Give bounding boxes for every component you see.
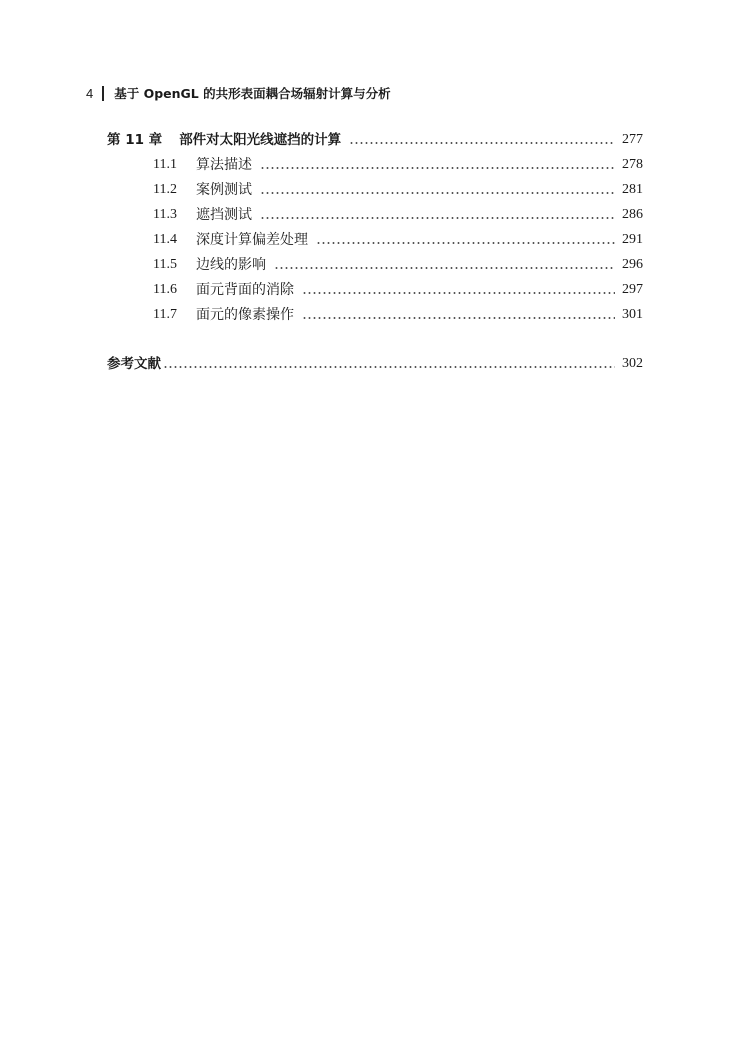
dot-leader <box>260 205 615 225</box>
dot-leader <box>274 255 615 275</box>
page-number: 4 <box>86 85 94 101</box>
section-page: 281 <box>622 182 643 197</box>
section-page: 301 <box>622 307 643 322</box>
chapter-title: 部件对太阳光线遮挡的计算 <box>179 132 342 148</box>
dot-leader <box>260 155 615 175</box>
references-title: 参考文献 <box>107 356 161 372</box>
toc-references-entry[interactable] <box>107 354 643 374</box>
section-title: 遮挡测试 <box>196 207 252 223</box>
dot-leader <box>316 230 615 250</box>
section-page: 278 <box>622 157 643 172</box>
section-number: 11.7 <box>153 307 177 322</box>
section-title: 案例测试 <box>196 182 252 198</box>
section-number: 11.6 <box>153 282 177 297</box>
references-page: 302 <box>622 356 643 371</box>
section-title: 面元的像素操作 <box>196 307 294 323</box>
dot-leader <box>260 180 615 200</box>
toc-section-entry[interactable] <box>107 155 643 175</box>
toc-section-entry[interactable] <box>107 280 643 300</box>
section-page: 291 <box>622 232 643 247</box>
section-title: 深度计算偏差处理 <box>196 232 308 248</box>
dot-leader <box>349 130 615 150</box>
book-title: 基于 OpenGL 的共形表面耦合场辐射计算与分析 <box>114 86 391 101</box>
section-number: 11.1 <box>153 157 177 172</box>
section-page: 286 <box>622 207 643 222</box>
dot-leader <box>163 354 615 374</box>
toc-section-entry[interactable] <box>107 205 643 225</box>
section-number: 11.4 <box>153 232 177 247</box>
section-title: 边线的影响 <box>196 257 266 273</box>
section-title: 面元背面的消除 <box>196 282 294 298</box>
section-number: 11.5 <box>153 257 177 272</box>
header-divider <box>102 86 104 101</box>
toc-section-entry[interactable] <box>107 230 643 250</box>
section-number: 11.3 <box>153 207 177 222</box>
toc-section-entry[interactable] <box>107 305 643 325</box>
dot-leader <box>302 280 615 300</box>
section-number: 11.2 <box>153 182 177 197</box>
section-title: 算法描述 <box>196 157 252 173</box>
toc-chapter-entry[interactable] <box>107 130 643 150</box>
chapter-number: 第 11 章 <box>107 132 163 148</box>
section-page: 297 <box>622 282 643 297</box>
chapter-page: 277 <box>622 132 643 147</box>
toc-section-entry[interactable] <box>107 180 643 200</box>
running-header <box>86 83 391 103</box>
toc-section-entry[interactable] <box>107 255 643 275</box>
dot-leader <box>302 305 615 325</box>
section-page: 296 <box>622 257 643 272</box>
